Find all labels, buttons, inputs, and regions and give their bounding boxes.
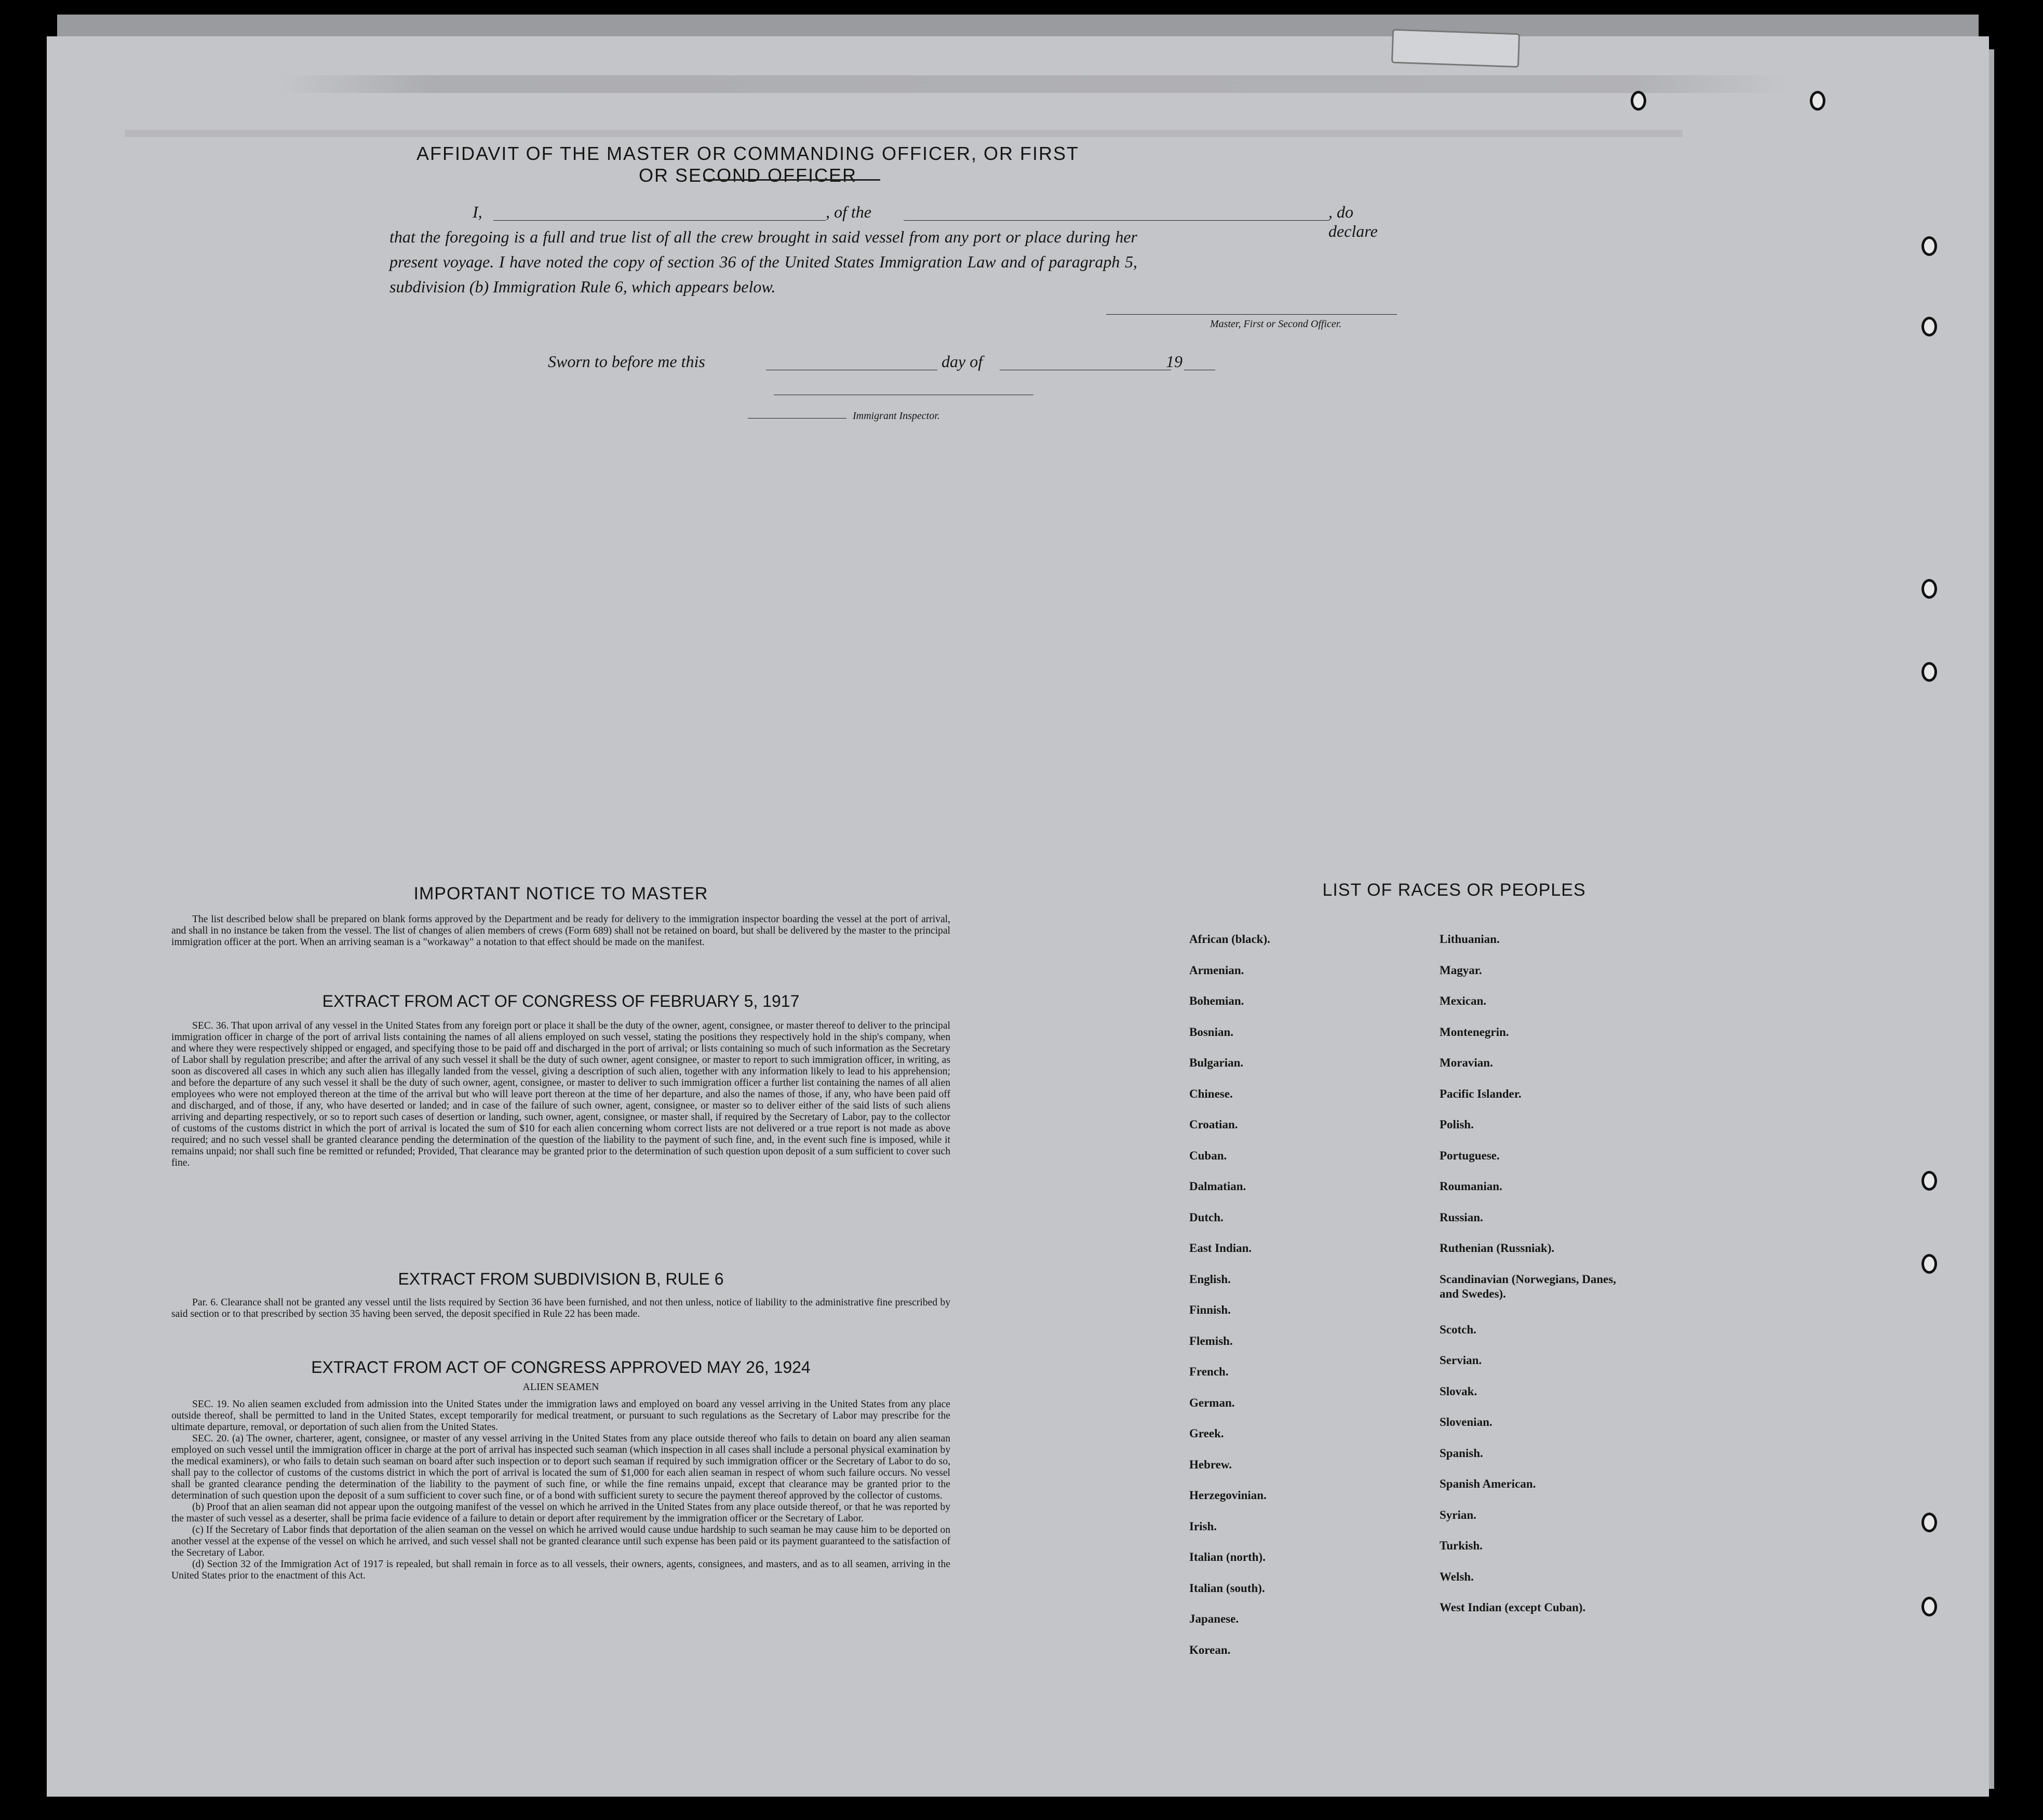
- affidavit-i-label: I,: [473, 203, 482, 221]
- race-item: Italian (south).: [1189, 1581, 1265, 1595]
- binder-hole: [1921, 1597, 1937, 1616]
- race-item: Mexican.: [1440, 994, 1487, 1007]
- race-item: Turkish.: [1440, 1539, 1483, 1552]
- race-item: Flemish.: [1189, 1334, 1233, 1347]
- binder-hole: [1921, 579, 1937, 599]
- rule-6-title: EXTRACT FROM SUBDIVISION B, RULE 6: [398, 1270, 724, 1288]
- race-item: Servian.: [1440, 1354, 1482, 1367]
- race-item: Dutch.: [1189, 1210, 1224, 1224]
- affidavit-title-rule: [704, 179, 880, 181]
- sec-20a-paragraph: SEC. 20. (a) The owner, charterer, agent, consignee, or master of any vessel arriving in the United States from any place outside thereof who fails to detain on board any alien seaman employed on such vessel until the immigration officer in charge at the port of arrival has inspected such seaman (which inspection in all cases shall include a personal physical examination by the medical examiners), or who fails to detain such seaman on board after such inspection or to deport such seaman if required by such immigration officer or the Secretary of Labor to do so, shall pay to the collector of customs of the customs district in which the port of arrival is located the sum of $1,000 for each alien seaman in respect of whom such failure occurs. No vessel shall be granted clearance pending the determination of the liability to the payment of such fine, or while the fine remains unpaid, except that clearance may be granted prior to the determination of such question upon the deposit of a sum sufficient to cover such fine, or of a bond with sufficient surety to secure the payment thereof approved by the collector of customs.: [171, 1433, 950, 1501]
- affidavit-of-label: , of the: [826, 203, 871, 221]
- race-item: Slovenian.: [1440, 1415, 1493, 1428]
- race-item: Cuban.: [1189, 1149, 1227, 1162]
- binder-hole: [1631, 91, 1646, 111]
- inspector-signature-line-2: [748, 418, 846, 419]
- race-item: Moravian.: [1440, 1056, 1493, 1069]
- race-item: Bosnian.: [1189, 1025, 1234, 1039]
- race-item: Polish.: [1440, 1118, 1474, 1131]
- binder-hole: [1921, 317, 1937, 336]
- inspector-caption: Immigrant Inspector.: [853, 410, 940, 422]
- race-item: West Indian (except Cuban).: [1440, 1601, 1586, 1614]
- race-item: Chinese.: [1189, 1087, 1233, 1100]
- race-item: Montenegrin.: [1440, 1025, 1509, 1039]
- race-item: Armenian.: [1189, 963, 1244, 977]
- race-item: Portuguese.: [1440, 1149, 1500, 1162]
- rule-6-paragraph: Par. 6. Clearance shall not be granted any vessel until the lists required by Section 36 have been furnished, and not then unless, notice of liability to the administrative fine prescribed by said section or to that prescribed by section 35 having been served, the deposit specified in Rule 22 has been made.: [171, 1297, 950, 1319]
- sworn-day-of: day of: [942, 352, 983, 371]
- binder-hole: [1921, 236, 1937, 256]
- race-item: Hebrew.: [1189, 1458, 1232, 1471]
- race-item: Ruthenian (Russniak).: [1440, 1242, 1555, 1255]
- race-item: Syrian.: [1440, 1508, 1476, 1521]
- race-item: Pacific Islander.: [1440, 1087, 1522, 1100]
- sworn-line: [548, 352, 1275, 373]
- race-item: Magyar.: [1440, 963, 1482, 977]
- race-item: French.: [1189, 1365, 1229, 1378]
- affidavit-title: AFFIDAVIT OF THE MASTER OR COMMANDING OFFICER, OR FIRST OR SECOND OFFICER: [416, 143, 1080, 186]
- binder-hole: [1810, 91, 1825, 111]
- race-item: Finnish.: [1189, 1303, 1231, 1316]
- sec-20b-paragraph: (b) Proof that an alien seaman did not appear upon the outgoing manifest of the vessel on which he arrived in the United States from any place outside thereof, or that he was reported by the master of such vessel as a deserter, shall be prima facie evidence of a failure to detain or deport after requirement by the immigration officer or the Secretary of Labor.: [171, 1502, 950, 1524]
- master-signature-line: [1106, 314, 1397, 315]
- race-item: Irish.: [1189, 1519, 1217, 1533]
- race-item: Italian (north).: [1189, 1551, 1266, 1563]
- master-signature-caption: Master, First or Second Officer.: [1210, 318, 1342, 330]
- races-title: LIST OF RACES OR PEOPLES: [1322, 880, 1586, 900]
- extract-1917-title: EXTRACT FROM ACT OF CONGRESS OF FEBRUARY 5, 1917: [322, 992, 800, 1010]
- race-item: Herzegovinian.: [1189, 1489, 1267, 1502]
- notice-paragraph: The list described below shall be prepared on blank forms approved by the Department and be ready for delivery to the immigration inspector boarding the vessel at the port of arrival, and shall in no instance be taken from the vessel. The list of changes of alien members of crews (Form 689) shall not be retained on board, but shall be delivered by the master to the principal immigration officer at the port. When an arriving seaman is a "workaway" a notation to that effect should be made on the manifest.: [171, 914, 950, 948]
- binder-hole: [1921, 1513, 1937, 1532]
- race-item: Lithuanian.: [1440, 933, 1500, 946]
- binder-hole: [1921, 1171, 1937, 1191]
- notice-title: IMPORTANT NOTICE TO MASTER: [413, 884, 708, 904]
- race-item: Scandinavian (Norwegians, Danes, and Swedes).: [1440, 1272, 1616, 1300]
- race-item: Greek.: [1189, 1427, 1224, 1440]
- section-36-paragraph: SEC. 36. That upon arrival of any vessel in the United States from any foreign port or place it shall be the duty of the owner, agent, consignee, or master thereof to deliver to the principal immigration officer in charge of the port of arrival lists containing the names of all aliens employed on such vessel, stating the positions they respectively hold in the ship's company, when and where they were respectively shipped or engaged, and specifying those to be paid off and discharged in the port of arrival; or lists containing so much of such information as the Secretary of Labor shall by regulation prescribe; and after the arrival of any such vessel it shall be the duty of such owner, agent consignee, or master to report to such immigration officer, in writing, as soon as discovered all cases in which any such alien has illegally landed from the vessel, giving a description of such alien, together with any information likely to lead to his apprehension; and before the departure of any such vessel it shall be the duty of such owner, agent, consignee, or master to deliver to such immigration officer a further list containing the names of all alien employees who were not employed thereon at the time of the arrival but who will leave port thereon at the time of her departure, and also the names of those, if any, who have been paid off and discharged, and of those, if any, who have deserted or landed; and in case of the failure of such owner, agent, consignee, or master so to deliver either of the said lists of such aliens arriving and departing respectively, or so to report such cases of desertion or landing, such owner, agent, consignee, or master shall, if required by the Secretary of Labor, pay to the collector of customs of the customs district in which the port of arrival is located the sum of $10 for each alien concerning whom correct lists are not delivered or a true report is not made as above required; and no such vessel shall be granted clearance pending the determination of the question of the liability to the payment of such fine, and, in the event such fine is imposed, while it remains unpaid; nor shall such fine be remitted or refunded; Provided, That clearance may be granted prior to the determination of such question upon deposit of a sum sufficient to cover such fine.: [171, 1020, 950, 1168]
- name-blank: [493, 220, 826, 221]
- race-item: German.: [1189, 1396, 1235, 1409]
- bleed-through-header: [280, 75, 1786, 93]
- extract-1924-title: EXTRACT FROM ACT OF CONGRESS APPROVED MAY 26, 1924: [311, 1358, 811, 1377]
- race-item: African (black).: [1189, 933, 1270, 946]
- sec-20d-paragraph: (d) Section 32 of the Immigration Act of 1917 is repealed, but shall remain in force as to all vessels, their owners, agents, consignees, and masters, and as to all seamen, arriving in the United States prior to the enactment of this Act.: [171, 1559, 950, 1581]
- vessel-blank: [904, 220, 1329, 221]
- race-item: Russian.: [1440, 1210, 1483, 1224]
- race-item: Japanese.: [1189, 1612, 1239, 1625]
- sworn-prefix: Sworn to before me this: [548, 352, 705, 371]
- affidavit-line1: [389, 203, 1378, 240]
- race-item: English.: [1189, 1272, 1231, 1286]
- affidavit-declare-label: , do declare: [1328, 203, 1378, 240]
- extract-1917-text: [171, 1020, 950, 1169]
- sec-19-paragraph: SEC. 19. No alien seamen excluded from admission into the United States under the immigration laws and employed on board any vessel arriving in the United States from any place outside thereof, shall be permitted to land in the United States, except temporarily for medical treatment, or pursuant to such regulations as the Secretary of Labor may prescribe for the ultimate departure, removal, or deportation of such alien from the United States.: [171, 1399, 950, 1433]
- bleed-through-header-2: [125, 130, 1683, 137]
- notice-text: [171, 914, 950, 948]
- rule-6-text: [171, 1297, 950, 1320]
- binder-hole: [1921, 662, 1937, 682]
- race-item: Slovak.: [1440, 1384, 1477, 1398]
- race-item: Roumanian.: [1440, 1180, 1502, 1193]
- race-item: Welsh.: [1440, 1570, 1474, 1583]
- binder-hole: [1921, 1254, 1937, 1274]
- race-item: Spanish.: [1440, 1446, 1483, 1460]
- sec-20c-paragraph: (c) If the Secretary of Labor finds that deportation of the alien seaman on the vessel on which he arrived would cause undue hardship to such seaman he may cause him to be deported on another vessel at the expense of the vessel on which he arrived, and such vessel shall not be granted clearance until such expense has been paid or its payment guaranteed to the satisfaction of the Secretary of Labor.: [171, 1525, 950, 1558]
- race-item: Spanish American.: [1440, 1477, 1536, 1490]
- alien-seamen-subtitle: ALIEN SEAMEN: [522, 1381, 599, 1393]
- race-item: Bulgarian.: [1189, 1056, 1244, 1069]
- paper-tab: [1391, 29, 1520, 68]
- sworn-year: 19: [1166, 352, 1182, 371]
- extract-1924-text: [171, 1399, 950, 1582]
- race-item: Dalmatian.: [1189, 1180, 1246, 1193]
- race-item: Croatian.: [1189, 1118, 1238, 1131]
- race-item: Korean.: [1189, 1643, 1231, 1656]
- race-item: Scotch.: [1440, 1323, 1476, 1336]
- affidavit-body: that the foregoing is a full and true list of all the crew brought in said vessel from any port or place during her present voyage. I have noted the copy of section 36 of the United States Immigration Law and of paragraph 5, subdivision (b) Immigration Rule 6, which appears below.: [389, 227, 1137, 296]
- document-page: [47, 36, 1989, 1797]
- race-item: Bohemian.: [1189, 994, 1244, 1007]
- race-item: East Indian.: [1189, 1242, 1252, 1255]
